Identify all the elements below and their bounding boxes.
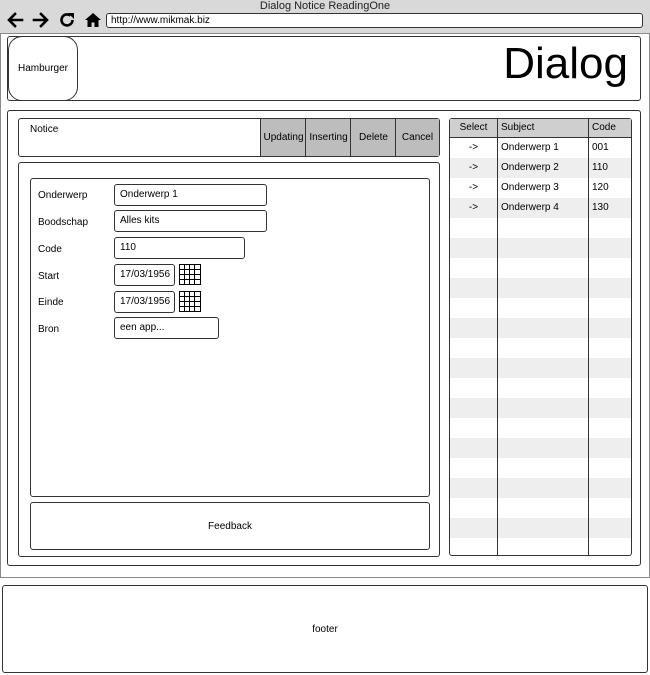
empty-row (450, 218, 631, 238)
calendar-icon[interactable] (179, 264, 201, 285)
footer: footer (2, 585, 648, 673)
empty-row (450, 438, 631, 458)
updating-button[interactable]: Updating (260, 119, 306, 156)
empty-row (450, 478, 631, 498)
row-subject: Onderwerp 1 (501, 142, 559, 153)
page-title: Dialog (503, 39, 628, 88)
empty-row (450, 318, 631, 338)
row-subject: Onderwerp 2 (501, 162, 559, 173)
reload-icon[interactable] (58, 11, 76, 29)
row-select-arrow[interactable]: -> (468, 162, 479, 173)
empty-row (450, 238, 631, 258)
row-code: 110 (592, 162, 608, 173)
row-subject: Onderwerp 4 (501, 202, 559, 213)
row-select-arrow[interactable]: -> (468, 142, 479, 153)
empty-row (450, 378, 631, 398)
header-code[interactable]: Code (592, 122, 616, 133)
row-select-arrow[interactable]: -> (468, 182, 479, 193)
code-input[interactable]: 110 (114, 237, 245, 259)
cancel-button[interactable]: Cancel (395, 119, 439, 156)
empty-row (450, 418, 631, 438)
notice-label: Notice (30, 124, 59, 135)
einde-label: Einde (38, 297, 64, 308)
empty-row (450, 258, 631, 278)
row-subject: Onderwerp 3 (501, 182, 559, 193)
boodschap-label: Boodschap (38, 217, 89, 228)
row-select-arrow[interactable]: -> (468, 202, 479, 213)
calendar-icon[interactable] (179, 291, 201, 312)
column-divider (588, 119, 589, 555)
boodschap-input[interactable]: Alles kits (114, 210, 267, 232)
delete-button[interactable]: Delete (350, 119, 396, 156)
code-label: Code (38, 244, 62, 255)
row-code: 120 (592, 182, 609, 193)
empty-row (450, 298, 631, 318)
window-title: Dialog Notice ReadingOne (259, 0, 391, 12)
back-arrow-icon[interactable] (6, 11, 24, 29)
empty-row (450, 498, 631, 518)
start-label: Start (38, 271, 60, 282)
empty-row (450, 538, 631, 558)
row-code: 001 (592, 142, 609, 153)
empty-row (450, 458, 631, 478)
home-icon[interactable] (84, 11, 102, 29)
empty-row (450, 358, 631, 378)
inserting-button[interactable]: Inserting (305, 119, 351, 156)
empty-row (450, 338, 631, 358)
hamburger-button[interactable]: Hamburger (8, 36, 78, 101)
einde-date-input[interactable]: 17/03/1956 (114, 291, 175, 313)
empty-row (450, 398, 631, 418)
start-date-input[interactable]: 17/03/1956 (114, 264, 175, 286)
column-divider (497, 119, 498, 555)
feedback-area: Feedback (30, 502, 430, 550)
empty-row (450, 518, 631, 538)
row-code: 130 (592, 202, 609, 213)
forward-arrow-icon[interactable] (32, 11, 50, 29)
address-bar[interactable]: http://www.mikmak.biz (106, 13, 643, 28)
header-subject[interactable]: Subject (501, 122, 535, 133)
empty-row (450, 278, 631, 298)
header-select[interactable]: Select (459, 122, 488, 133)
onderwerp-label: Onderwerp (38, 190, 88, 201)
onderwerp-input[interactable]: Onderwerp 1 (114, 184, 267, 206)
bron-input[interactable]: een app... (114, 317, 219, 339)
bron-label: Bron (38, 324, 60, 335)
